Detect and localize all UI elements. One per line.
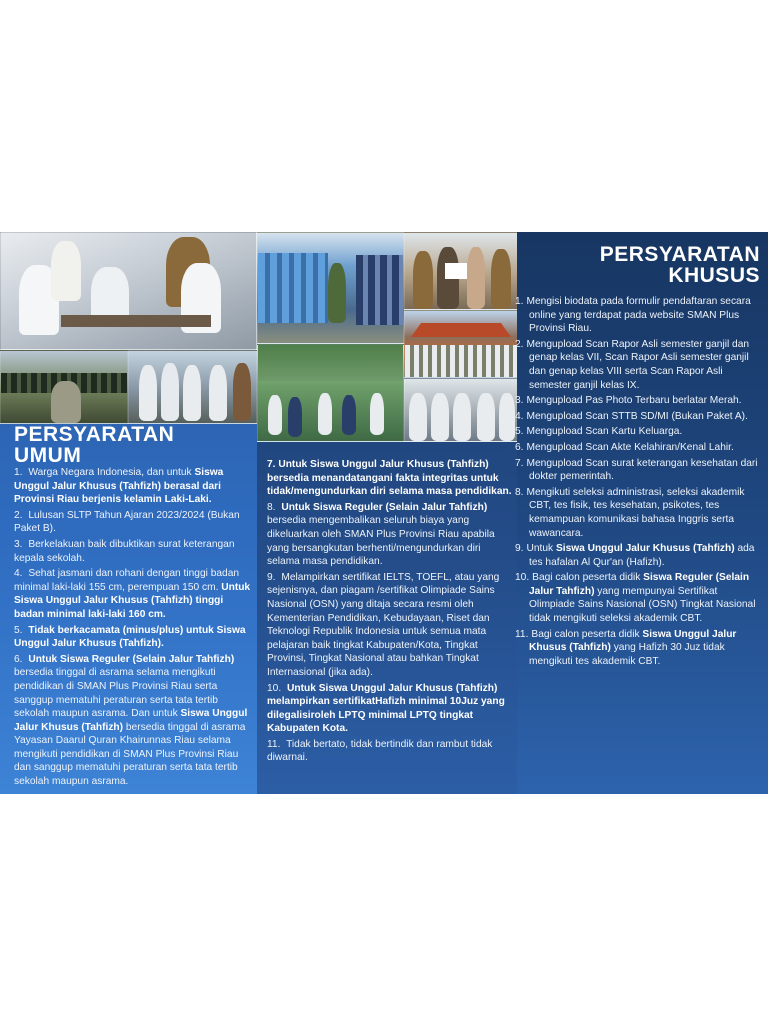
list-item: 9. Untuk Siswa Unggul Jalur Khusus (Tahfizh) ada tes hafalan Al Qur'an (Hafizh). <box>515 543 755 568</box>
panel-persyaratan-umum-lanjutan <box>257 232 517 794</box>
photo-certificate-award <box>404 232 519 310</box>
list-item: 9. Melampirkan sertifikat IELTS, TOEFL, atau yang sejenisnya, dan piagam /sertifikat Olimpiade Sains Nasional (OSN) yang ditaja secara resmi oleh Kementerian Pendidikan, Kebudayaan, Riset dan Teknologi Republik Indonesia untuk semua mata pelajaran baik tingkat Kabupaten/Kota, Tingkat Provinsi, Tingkat Nasional atau bahkan Tingkat Internasional (jika ada). <box>267 571 500 678</box>
list-item: 7. Untuk Siswa Unggul Jalur Khusus (Tahfizh) bersedia menandatangani fakta integritas untuk tidak/mengundurkan diri selama masa pendidikan. <box>267 459 512 498</box>
list-item: 2. Lulusan SLTP Tahun Ajaran 2023/2024 (Bukan Paket B). <box>14 509 240 535</box>
list-item: 10. Bagi calon peserta didik Siswa Reguler (Selain Jalur Tahfizh) yang mempunyai Sertifikat Olimpiade Sains Nasional (OSN) Tingkat Nasional tidak mengikuti seleksi akademik CBT. <box>515 572 756 625</box>
photo-students-field <box>0 350 128 424</box>
photo-students-lineup <box>128 350 257 424</box>
list-item: 10. Untuk Siswa Unggul Jalur Khusus (Tahfizh) melampirkan sertifikatHafizh minimal 10Juz yang dilegalisiroleh LPTQ minimal LPTQ tingkat Kabupaten Kota. <box>267 682 505 735</box>
list-item: 3. Mengupload Pas Photo Terbaru berlatar Merah. <box>515 395 742 407</box>
list-item: 6. Untuk Siswa Reguler (Selain Jalur Tahfizh) bersedia tinggal di asrama selama mengikuti pendidikan di SMAN Plus Provinsi Riau serta sanggup mematuhi peraturan serta tata tertib sekolah maupun asrama. Dan untuk Siswa Unggul Jalur Khusus (Tahfizh) bersedia tinggal di asrama Yayasan Daarul Quran Khairunnas Riau selama mengikuti pendidikan di SMAN Plus Provinsi Riau dan sanggup mematuhi peraturan serta tata tertib sekolah maupun asrama. <box>14 653 248 788</box>
list-item: 6. Mengupload Scan Akte Kelahiran/Kenal Lahir. <box>515 441 734 453</box>
panel-persyaratan-umum <box>0 232 257 794</box>
list-persyaratan-khusus <box>515 295 765 670</box>
list-item: 4. Sehat jasmani dan rohani dengan tinggi badan minimal laki-laki 155 cm, perempuan 150 cm. Untuk Siswa Unggul Jalur Khusus (Tahfizh) tinggi badan minimal laki-laki 160 cm. <box>14 568 251 620</box>
panel-persyaratan-khusus <box>517 232 768 794</box>
title-persyaratan-khusus: PERSYARATAN KHUSUS <box>599 243 760 287</box>
photo-school-building <box>404 310 519 378</box>
list-item: 5. Mengupload Scan Kartu Keluarga. <box>515 426 683 438</box>
list-item: 3. Berkelakuan baik dibuktikan surat keterangan kepala sekolah. <box>14 538 235 564</box>
list-persyaratan-umum-lanjutan <box>267 458 512 767</box>
list-item: 2. Mengupload Scan Rapor Asli semester ganjil dan genap kelas VII, Scan Rapor Asli semester ganjil dan genap kelas VIII serta Scan Rapor Asli semester ganjil kelas IX. <box>515 338 750 391</box>
photo-marching-band <box>257 344 404 442</box>
list-item: 1. Warga Negara Indonesia, dan untuk Siswa Unggul Jalur Khusus (Tahfizh) berasal dari Provinsi Riau berjenis kelamin Laki-Laki. <box>14 467 224 506</box>
list-item: 7. Mengupload Scan surat keterangan kesehatan dari dokter pemerintah. <box>515 457 758 483</box>
photo-students-registration <box>0 232 257 350</box>
photo-students-flag <box>404 378 519 442</box>
title-persyaratan-umum: PERSYARATAN UMUM <box>14 423 175 467</box>
list-item: 4. Mengupload Scan STTB SD/MI (Bukan Paket A). <box>515 410 748 422</box>
list-item: 5. Tidak berkacamata (minus/plus) untuk Siswa Unggul Jalur Khusus (Tahfizh). <box>14 624 246 650</box>
list-item: 8. Mengikuti seleksi administrasi, seleksi akademik CBT, tes fisik, tes kesehatan, psikotes, tes kemampuan komunikasi bahasa Inggris serta wawancara. <box>515 486 745 539</box>
brochure-spread <box>0 232 768 794</box>
list-item: 11. Bagi calon peserta didik Siswa Unggul Jalur Khusus (Tahfizh) yang Hafizh 30 Juz tidak mengikuti tes akademik CBT. <box>515 628 737 667</box>
list-item: 8. Untuk Siswa Reguler (Selain Jalur Tahfizh) bersedia mengembalikan seluruh biaya yang dikeluarkan oleh SMAN Plus Provinsi Riau apabila yang bersangkutan berhenti/mengundurkan diri selama masa pendidikan. <box>267 501 495 568</box>
photo-students-parade <box>257 232 404 344</box>
list-item: 11. Tidak bertato, tidak bertindik dan rambut tidak diwarnai. <box>267 738 493 764</box>
list-item: 1. Mengisi biodata pada formulir pendaftaran secara online yang terdapat pada website SMAN Plus Provinsi Riau. <box>515 296 751 335</box>
list-persyaratan-umum <box>14 466 252 791</box>
